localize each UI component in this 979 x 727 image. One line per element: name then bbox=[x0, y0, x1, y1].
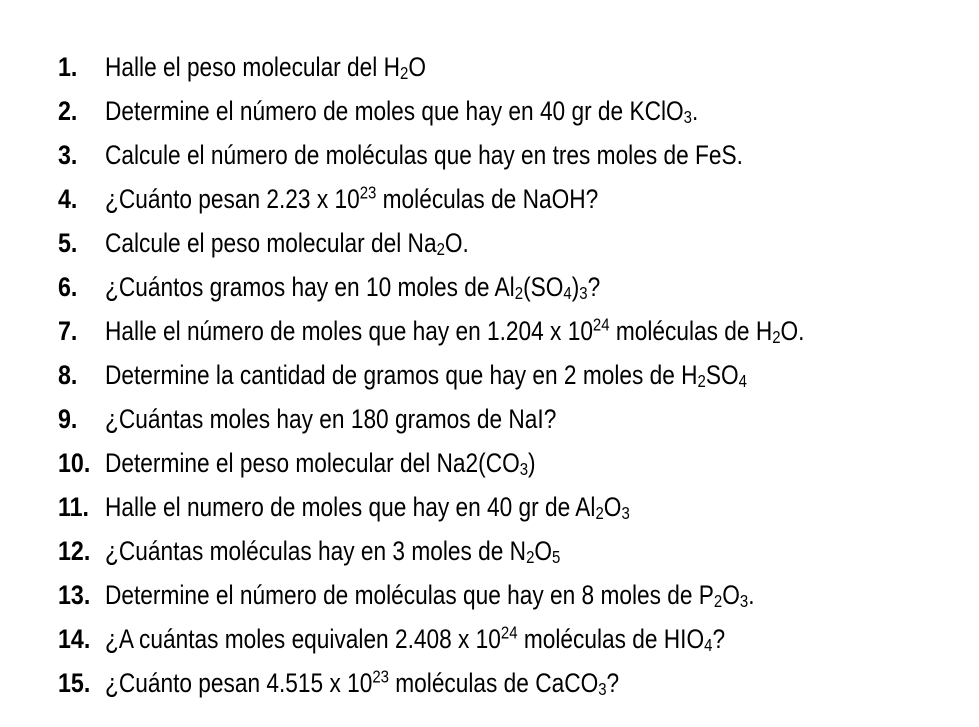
text-segment: ¿Cuánto pesan 4.515 x 10 bbox=[105, 668, 373, 698]
question-text bbox=[105, 265, 600, 309]
question-number: 7. bbox=[58, 316, 78, 346]
subscript: 3 bbox=[621, 503, 630, 524]
question-item bbox=[58, 265, 938, 309]
question-item bbox=[58, 617, 938, 661]
text-segment: Halle el número de moles que hay en 1.204 x 10 bbox=[105, 316, 593, 346]
question-text bbox=[105, 529, 560, 573]
subscript: 3 bbox=[598, 679, 607, 700]
question-text bbox=[105, 89, 698, 133]
question-item bbox=[58, 397, 938, 441]
question-number: 2. bbox=[58, 96, 78, 126]
text-segment: ? bbox=[606, 668, 620, 698]
question-number: 6. bbox=[58, 272, 78, 302]
subscript: 3 bbox=[683, 107, 692, 128]
text-segment: ¿Cuánto pesan 2.23 x 10 bbox=[105, 184, 360, 214]
text-segment: moléculas de CaCO bbox=[388, 668, 599, 698]
subscript: 2 bbox=[526, 547, 535, 568]
text-segment: O bbox=[408, 52, 426, 82]
text-segment: moléculas de HIO bbox=[517, 624, 705, 654]
subscript: 3 bbox=[739, 591, 749, 612]
question-item bbox=[58, 45, 938, 89]
question-number: 1. bbox=[58, 52, 78, 82]
subscript: 4 bbox=[738, 371, 747, 392]
superscript: 24 bbox=[500, 622, 518, 643]
subscript: 2 bbox=[772, 327, 781, 348]
question-text bbox=[105, 353, 747, 397]
subscript: 5 bbox=[552, 547, 561, 568]
question-number: 10. bbox=[58, 448, 91, 478]
text-segment: . bbox=[691, 96, 699, 126]
question-text bbox=[105, 617, 725, 661]
subscript: 2 bbox=[713, 591, 723, 612]
question-item bbox=[58, 661, 938, 705]
text-segment: O bbox=[534, 536, 553, 566]
question-item bbox=[58, 133, 938, 177]
question-text bbox=[105, 397, 556, 441]
question-number: 9. bbox=[58, 404, 78, 434]
text-segment: Determine el peso molecular del Na2(CO bbox=[105, 448, 520, 478]
text-segment: . bbox=[748, 580, 755, 610]
subscript: 4 bbox=[563, 283, 572, 304]
text-segment: SO bbox=[705, 360, 739, 390]
question-text bbox=[105, 221, 469, 265]
subscript: 2 bbox=[514, 283, 524, 304]
text-segment: O. bbox=[780, 316, 805, 346]
text-segment: moléculas de NaOH? bbox=[376, 184, 599, 214]
question-item bbox=[58, 573, 938, 617]
question-number: 14. bbox=[58, 624, 91, 654]
text-segment: ? bbox=[587, 272, 601, 302]
text-segment: ¿A cuántas moles equivalen 2.408 x 10 bbox=[105, 624, 501, 654]
superscript: 23 bbox=[372, 666, 389, 687]
text-segment: ¿Cuántas moles hay en 180 gramos de NaI? bbox=[105, 404, 557, 434]
text-segment: Halle el numero de moles que hay en 40 gr de Al bbox=[105, 492, 596, 522]
question-item bbox=[58, 221, 938, 265]
text-segment: Calcule el peso molecular del Na bbox=[105, 228, 437, 258]
question-text bbox=[105, 661, 619, 705]
question-number: 8. bbox=[58, 360, 78, 390]
subscript: 4 bbox=[704, 635, 713, 656]
text-segment: ? bbox=[712, 624, 726, 654]
subscript: 3 bbox=[519, 459, 529, 480]
text-segment: Determine el número de moles que hay en 40 gr de KClO bbox=[105, 96, 684, 126]
subscript: 2 bbox=[436, 239, 445, 260]
question-number: 3. bbox=[58, 140, 78, 170]
question-item bbox=[58, 89, 938, 133]
text-segment: O bbox=[603, 492, 622, 522]
text-segment: O. bbox=[444, 228, 469, 258]
question-item bbox=[58, 485, 938, 529]
question-text bbox=[105, 309, 804, 353]
question-item bbox=[58, 441, 938, 485]
question-number: 11. bbox=[58, 492, 90, 522]
question-text bbox=[105, 573, 755, 617]
question-number: 12. bbox=[58, 536, 91, 566]
text-segment: Calcule el número de moléculas que hay en tres moles de FeS. bbox=[105, 140, 743, 170]
question-text bbox=[105, 45, 426, 89]
question-text bbox=[105, 133, 743, 177]
question-item bbox=[58, 309, 938, 353]
subscript: 2 bbox=[399, 63, 409, 84]
question-item bbox=[58, 353, 938, 397]
superscript: 23 bbox=[359, 182, 377, 203]
text-segment: ) bbox=[528, 448, 536, 478]
text-segment: Determine el número de moléculas que hay en 8 moles de P bbox=[105, 580, 714, 610]
text-segment: Determine la cantidad de gramos que hay en 2 moles de H bbox=[105, 360, 698, 390]
subscript: 2 bbox=[697, 371, 706, 392]
question-item bbox=[58, 529, 938, 573]
text-segment: ) bbox=[571, 272, 580, 302]
question-list bbox=[58, 45, 938, 705]
subscript: 2 bbox=[595, 503, 604, 524]
question-number: 15. bbox=[58, 668, 91, 698]
question-number: 13. bbox=[58, 580, 91, 610]
question-text bbox=[105, 485, 630, 529]
text-segment: ¿Cuántas moléculas hay en 3 moles de N bbox=[105, 536, 527, 566]
text-segment: ¿Cuántos gramos hay en 10 moles de Al bbox=[105, 272, 515, 302]
text-segment: (SO bbox=[523, 272, 564, 302]
text-segment: moléculas de H bbox=[609, 316, 773, 346]
subscript: 3 bbox=[579, 283, 588, 304]
text-segment: O bbox=[722, 580, 740, 610]
question-text bbox=[105, 441, 536, 485]
question-text bbox=[105, 177, 598, 221]
question-number: 5. bbox=[58, 228, 78, 258]
text-segment: Halle el peso molecular del H bbox=[105, 52, 400, 82]
question-number: 4. bbox=[58, 184, 78, 214]
question-item bbox=[58, 177, 938, 221]
superscript: 24 bbox=[592, 314, 610, 335]
